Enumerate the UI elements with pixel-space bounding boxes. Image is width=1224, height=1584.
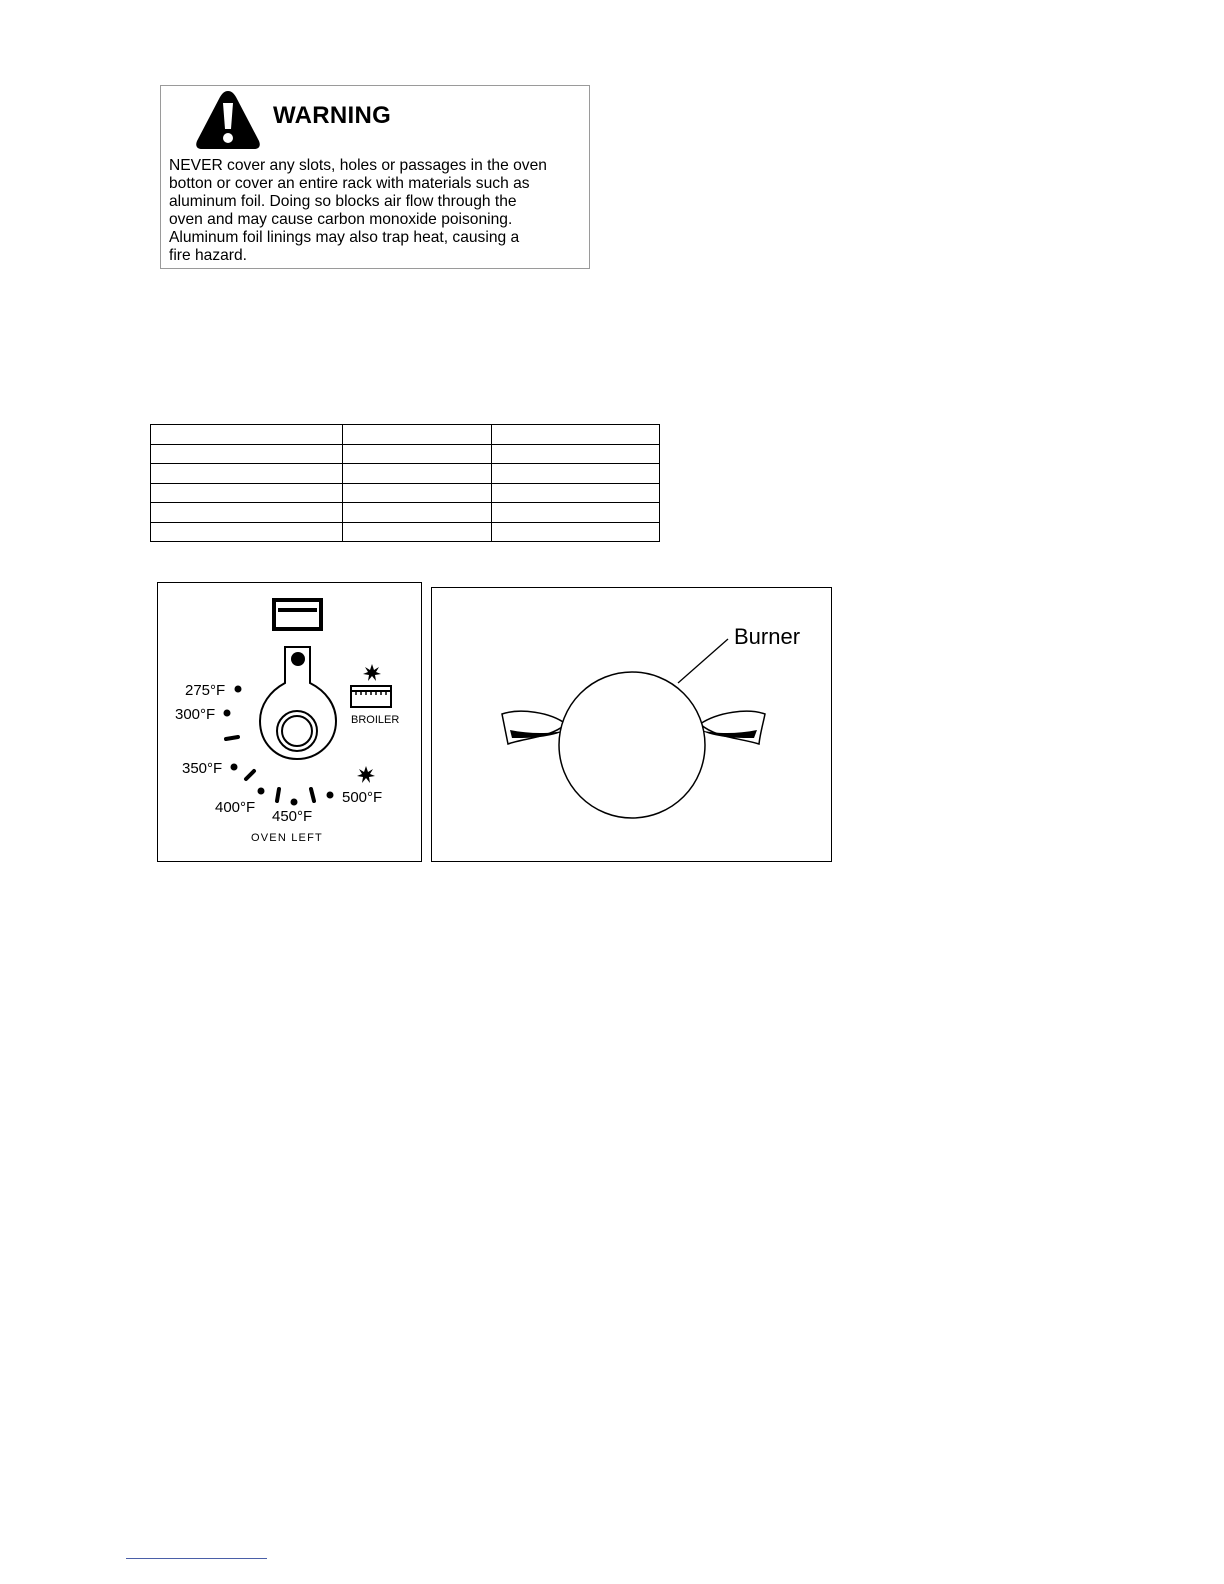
star-icon bbox=[363, 664, 381, 681]
table-cell bbox=[342, 444, 492, 464]
table-row bbox=[151, 522, 660, 542]
spec-table bbox=[150, 424, 660, 542]
table-cell bbox=[342, 483, 492, 503]
table-cell bbox=[492, 444, 660, 464]
temp-label-450: 450°F bbox=[272, 808, 313, 825]
footnote-separator bbox=[126, 1558, 267, 1559]
temp-label-400: 400°F bbox=[215, 799, 256, 816]
table-cell bbox=[492, 464, 660, 484]
indicator-window bbox=[274, 600, 321, 629]
warning-box bbox=[160, 85, 590, 269]
broiler-icon bbox=[351, 686, 391, 707]
table-cell bbox=[342, 464, 492, 484]
table-cell bbox=[151, 503, 343, 523]
table-cell bbox=[492, 483, 660, 503]
spec-table-body bbox=[151, 425, 660, 542]
burner-diagram bbox=[432, 588, 833, 863]
oven-knob-figure bbox=[157, 582, 422, 862]
table-cell bbox=[492, 425, 660, 445]
table-cell bbox=[151, 425, 343, 445]
temp-label-300: 300°F bbox=[175, 706, 216, 723]
table-row bbox=[151, 503, 660, 523]
table-cell bbox=[342, 522, 492, 542]
table-cell bbox=[342, 503, 492, 523]
temp-label-500: 500°F bbox=[342, 789, 383, 806]
table-cell bbox=[342, 425, 492, 445]
table-cell bbox=[151, 522, 343, 542]
oven-knob-diagram bbox=[158, 583, 423, 863]
table-cell bbox=[151, 483, 343, 503]
table-row bbox=[151, 464, 660, 484]
broiler-label: BROILER bbox=[351, 714, 400, 726]
table-cell bbox=[492, 522, 660, 542]
warning-text: NEVER cover any slots, holes or passages in the oven botton or cover an entire rack with materials such as aluminum foil. Doing so blocks air flow through the oven and may cause carbon monoxide poisoning. Aluminum foil linings may also trap heat, causing a fire hazard. bbox=[169, 157, 547, 265]
temp-label-350: 350°F bbox=[182, 760, 223, 777]
exclamation-triangle-icon bbox=[194, 89, 262, 151]
temp-label-275: 275°F bbox=[185, 682, 226, 699]
knob-caption: OVEN LEFT bbox=[251, 832, 323, 844]
burner-label: Burner bbox=[734, 624, 801, 649]
burner-circle bbox=[559, 672, 705, 818]
table-cell bbox=[492, 503, 660, 523]
table-cell bbox=[151, 464, 343, 484]
table-row bbox=[151, 483, 660, 503]
table-row bbox=[151, 425, 660, 445]
star-icon bbox=[357, 766, 375, 783]
table-cell bbox=[151, 444, 343, 464]
warning-title: WARNING bbox=[273, 102, 392, 129]
table-row bbox=[151, 444, 660, 464]
burner-figure bbox=[431, 587, 832, 862]
